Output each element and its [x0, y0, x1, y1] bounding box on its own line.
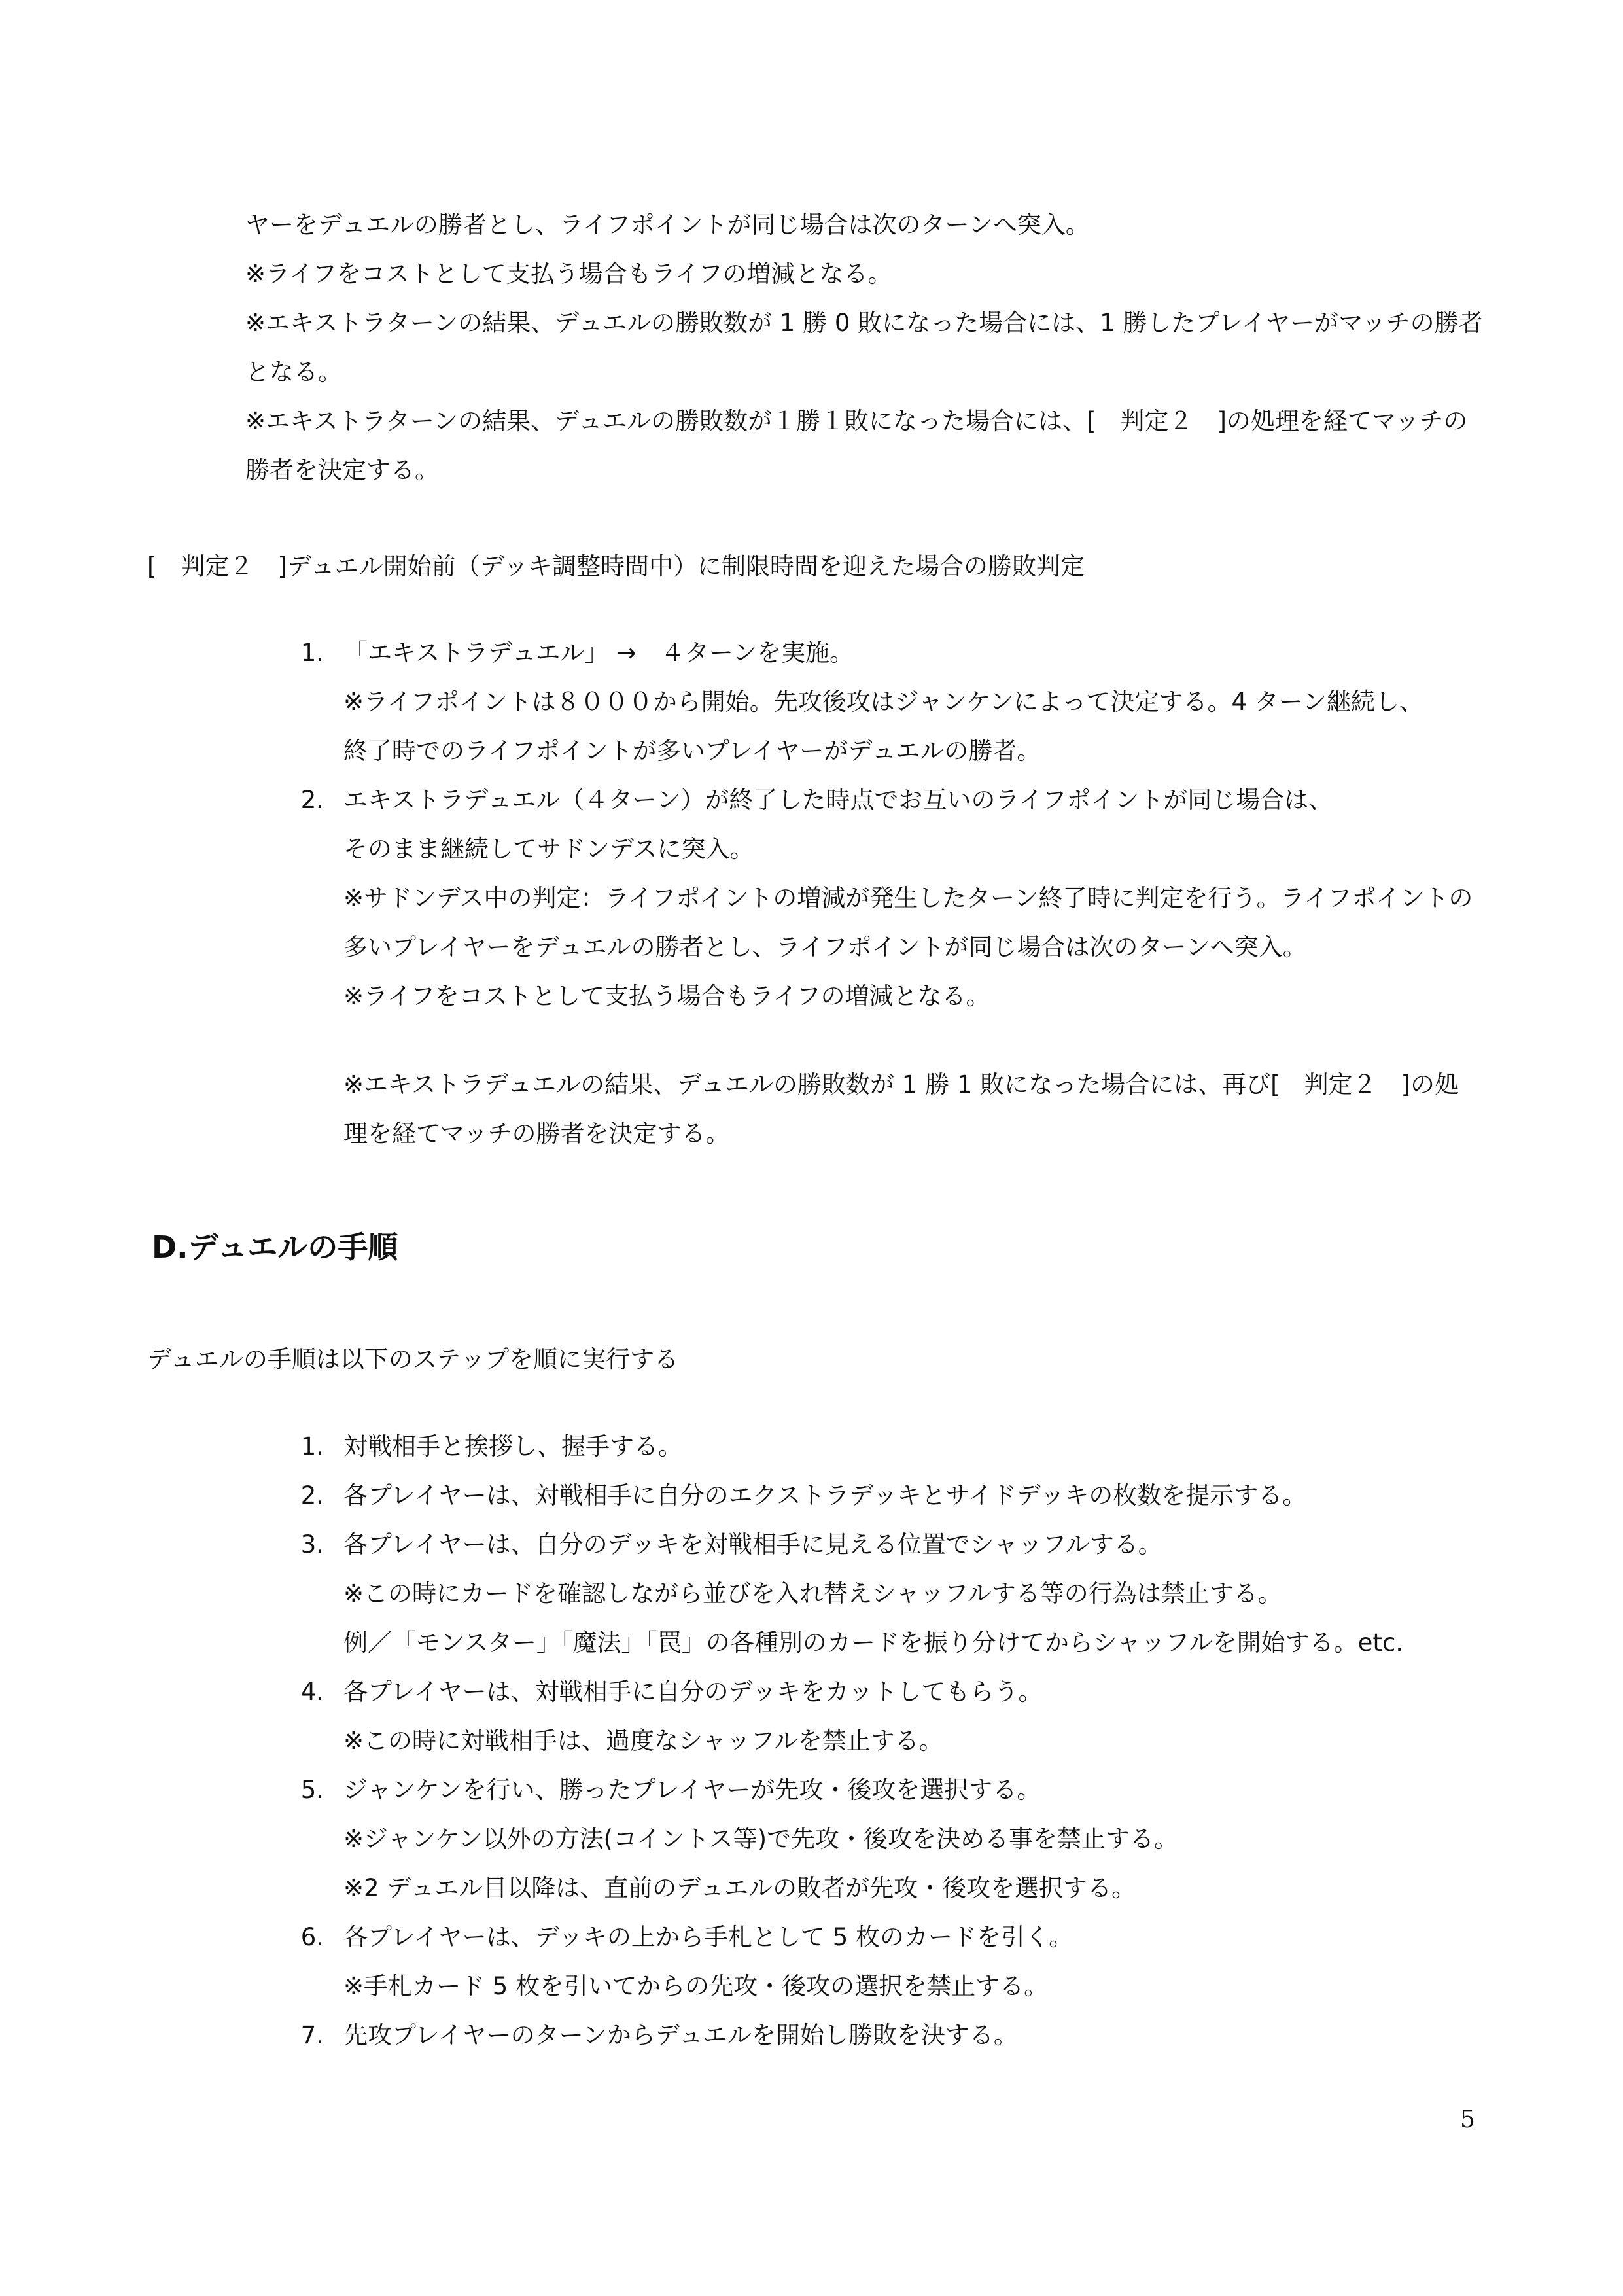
step-number: 4. — [300, 1678, 324, 1706]
step-line: 先攻プレイヤーのターンからデュエルを開始し勝敗を決する。 — [343, 2021, 1018, 2049]
step-line: 各プレイヤーは、自分のデッキを対戦相手に見える位置でシャッフルする。 — [343, 1530, 1162, 1559]
step-line: ※手札カード 5 枚を引いてからの先攻・後攻の選択を禁止する。 — [343, 1972, 1049, 2000]
item-line: ※サドンデス中の判定：ライフポイントの増減が発生したターン終了時に判定を行う。ライフポイントの — [343, 884, 1473, 912]
item-line: ※ライフをコストとして支払う場合もライフの増減となる。 — [343, 982, 990, 1010]
step-number: 5. — [300, 1776, 324, 1804]
note-line: 理を経てマッチの勝者を決定する。 — [343, 1120, 730, 1148]
note-line: ※エキストラデュエルの結果、デュエルの勝敗数が 1 勝 1 敗になった場合には、再び[ 判定２ ]の処 — [343, 1070, 1459, 1099]
item-line: 多いプレイヤーをデュエルの勝者とし、ライフポイントが同じ場合は次のターンへ突入。 — [343, 933, 1307, 961]
step-line: ※2 デュエル目以降は、直前のデュエルの敗者が先攻・後攻を選択する。 — [343, 1874, 1136, 1902]
step-line: 各プレイヤーは、デッキの上から手札として 5 枚のカードを引く。 — [343, 1923, 1073, 1951]
judgement2-title: [ 判定２ ]デュエル開始前（デッキ調整時間中）に制限時間を迎えた場合の勝敗判定 — [147, 552, 1085, 580]
item-number: 1. — [300, 639, 324, 667]
step-line: 各プレイヤーは、対戦相手に自分のエクストラデッキとサイドデッキの枚数を提示する。 — [343, 1481, 1307, 1510]
step-line: 例／「モンスター」「魔法」「罠」の各種別のカードを振り分けてからシャッフルを開始する。etc. — [343, 1629, 1404, 1657]
step-line: 各プレイヤーは、対戦相手に自分のデッキをカットしてもらう。 — [343, 1678, 1043, 1706]
item-line: 「エキストラデュエル」 → ４ターンを実施。 — [343, 639, 854, 667]
continuation-line: 勝者を決定する。 — [245, 456, 439, 484]
step-line: ジャンケンを行い、勝ったプレイヤーが先攻・後攻を選択する。 — [343, 1776, 1041, 1804]
step-number: 6. — [300, 1923, 324, 1951]
step-line: ※ジャンケン以外の方法(コイントス等)で先攻・後攻を決める事を禁止する。 — [343, 1825, 1179, 1853]
item-line: 終了時でのライフポイントが多いプレイヤーがデュエルの勝者。 — [343, 737, 1041, 765]
page-number: 5 — [1460, 2106, 1475, 2133]
continuation-line: となる。 — [245, 358, 342, 386]
item-number: 2. — [300, 786, 324, 814]
section-intro: デュエルの手順は以下のステップを順に実行する — [147, 1345, 679, 1373]
continuation-line: ※エキストラターンの結果、デュエルの勝敗数が１勝１敗になった場合には、[ 判定２ ]の処理を経てマッチの — [245, 407, 1468, 435]
step-line: ※この時にカードを確認しながら並びを入れ替えシャッフルする等の行為は禁止する。 — [343, 1580, 1282, 1608]
item-line: ※ライフポイントは８０００から開始。先攻後攻はジャンケンによって決定する。4 ターン継続し、 — [343, 688, 1424, 716]
continuation-line: ヤーをデュエルの勝者とし、ライフポイントが同じ場合は次のターンへ突入。 — [245, 211, 1090, 239]
step-number: 7. — [300, 2021, 324, 2049]
step-number: 2. — [300, 1481, 324, 1510]
item-line: そのまま継続してサドンデスに突入。 — [343, 835, 754, 863]
continuation-line: ※エキストラターンの結果、デュエルの勝敗数が 1 勝 0 敗になった場合には、1 勝したプレイヤーがマッチの勝者 — [245, 309, 1483, 337]
step-number: 3. — [300, 1530, 324, 1559]
step-line: 対戦相手と挨拶し、握手する。 — [343, 1432, 682, 1460]
section-heading: D.デュエルの手順 — [152, 1229, 398, 1265]
item-line: エキストラデュエル（４ターン）が終了した時点でお互いのライフポイントが同じ場合は、 — [343, 786, 1333, 814]
continuation-line: ※ライフをコストとして支払う場合もライフの増減となる。 — [245, 260, 892, 288]
step-line: ※この時に対戦相手は、過度なシャッフルを禁止する。 — [343, 1727, 943, 1755]
step-number: 1. — [300, 1432, 324, 1460]
